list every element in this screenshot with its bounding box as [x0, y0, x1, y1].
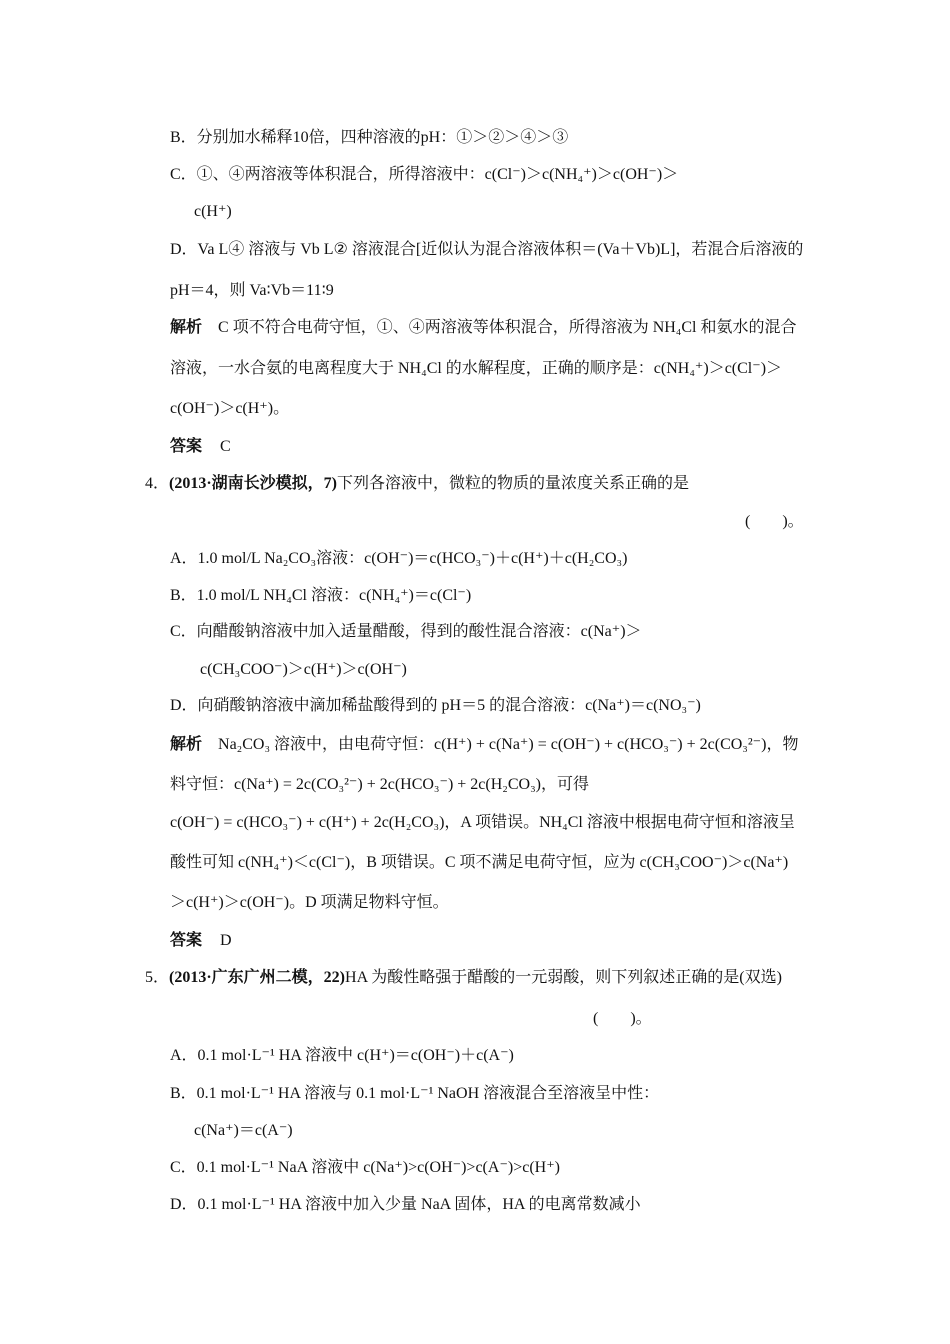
q3-analysis-label: 解析 [170, 319, 203, 336]
q4-option-a: A．1.0 mol/L Na₂CO₃溶液：c(OH⁻)＝c(HCO₃⁻)＋c(H⁺)＋c(H₂CO₃) [170, 550, 628, 567]
q5-option-a: A．0.1 mol·L⁻¹ HA 溶液中 c(H⁺)＝c(OH⁻)＋c(A⁻) [170, 1047, 514, 1064]
q3-analysis-line2: 溶液，一水合氨的电离程度大于 NH₄Cl 的水解程度，正确的顺序是：c(NH₄⁺)＞c(Cl⁻)＞ [170, 360, 783, 377]
q5-stem [145, 968, 782, 988]
q5-option-b-line2: c(Na⁺)＝c(A⁻) [194, 1122, 293, 1139]
q4-option-c-line2: c(CH₃COO⁻)＞c(H⁺)＞c(OH⁻) [200, 661, 407, 678]
q4-answer [170, 931, 232, 951]
q4-analysis-line1 [170, 735, 798, 755]
q4-analysis-text: Na₂CO₃ 溶液中，由电荷守恒：c(H⁺) + c(Na⁺) = c(OH⁻) + c(HCO₃⁻) + 2c(CO₃²⁻)，物 [218, 736, 799, 753]
q3-option-c-line2: c(H⁺) [194, 203, 232, 220]
q3-analysis-text: C 项不符合电荷守恒，①、④两溶液等体积混合，所得溶液为 NH₄Cl 和氨水的混合 [218, 319, 797, 336]
q3-option-b: B．分别加水稀释10倍，四种溶液的pH：①＞②＞④＞③ [170, 129, 569, 146]
q4-option-d: D．向硝酸钠溶液中滴加稀盐酸得到的 pH＝5 的混合溶液：c(Na⁺)＝c(NO₃⁻) [170, 697, 701, 714]
q5-number: 5． [145, 969, 170, 986]
q4-answer-label: 答案 [170, 932, 203, 949]
q4-number: 4． [145, 475, 170, 492]
q4-analysis-label: 解析 [170, 736, 203, 753]
q5-source: (2013·广东广州二模，22) [169, 969, 346, 986]
q5-option-d: D．0.1 mol·L⁻¹ HA 溶液中加入少量 NaA 固体，HA 的电离常数减小 [170, 1196, 641, 1213]
q4-answer-blank: ( )。 [745, 513, 804, 530]
q4-analysis-line5: ＞c(H⁺)＞c(OH⁻)。D 项满足物料守恒。 [170, 894, 449, 911]
q3-answer [170, 437, 231, 457]
q4-answer-value: D [220, 932, 232, 949]
q3-option-c-line1: C．①、④两溶液等体积混合，所得溶液中：c(Cl⁻)＞c(NH₄⁺)＞c(OH⁻)＞ [170, 166, 679, 183]
q3-answer-label: 答案 [170, 438, 203, 455]
q5-answer-blank: ( )。 [593, 1010, 652, 1027]
q5-stem-text: HA 为酸性略强于醋酸的一元弱酸，则下列叙述正确的是(双选) [345, 969, 782, 986]
q3-option-d-line1: D．Va L④ 溶液与 Vb L② 溶液混合[近似认为混合溶液体积＝(Va＋Vb)L]，若混合后溶液的 [170, 241, 804, 258]
q3-answer-value: C [220, 438, 231, 455]
q4-analysis-line3: c(OH⁻) = c(HCO₃⁻) + c(H⁺) + 2c(H₂CO₃)，A 项错误。NH₄Cl 溶液中根据电荷守恒和溶液呈 [170, 814, 795, 831]
q3-analysis-line1 [170, 318, 797, 338]
q3-analysis-line3: c(OH⁻)＞c(H⁺)。 [170, 400, 290, 417]
q4-analysis-line4: 酸性可知 c(NH₄⁺)＜c(Cl⁻)，B 项错误。C 项不满足电荷守恒，应为 c(CH₃COO⁻)＞c(Na⁺) [170, 854, 789, 871]
q4-option-c-line1: C．向醋酸钠溶液中加入适量醋酸，得到的酸性混合溶液：c(Na⁺)＞ [170, 623, 642, 640]
q4-stem [145, 474, 689, 494]
q4-analysis-line2: 料守恒：c(Na⁺) = 2c(CO₃²⁻) + 2c(HCO₃⁻) + 2c(H₂CO₃)，可得 [170, 776, 589, 793]
q4-stem-text: 下列各溶液中，微粒的物质的量浓度关系正确的是 [337, 475, 690, 492]
q5-option-c: C．0.1 mol·L⁻¹ NaA 溶液中 c(Na⁺)>c(OH⁻)>c(A⁻)>c(H⁺) [170, 1159, 560, 1176]
q4-option-b: B．1.0 mol/L NH₄Cl 溶液：c(NH₄⁺)＝c(Cl⁻) [170, 587, 472, 604]
q5-option-b-line1: B．0.1 mol·L⁻¹ HA 溶液与 0.1 mol·L⁻¹ NaOH 溶液混合至溶液呈中性： [170, 1085, 660, 1102]
q4-source: (2013·湖南长沙模拟，7) [169, 475, 338, 492]
q3-option-d-line2: pH＝4，则 Va∶Vb＝11∶9 [170, 282, 334, 299]
